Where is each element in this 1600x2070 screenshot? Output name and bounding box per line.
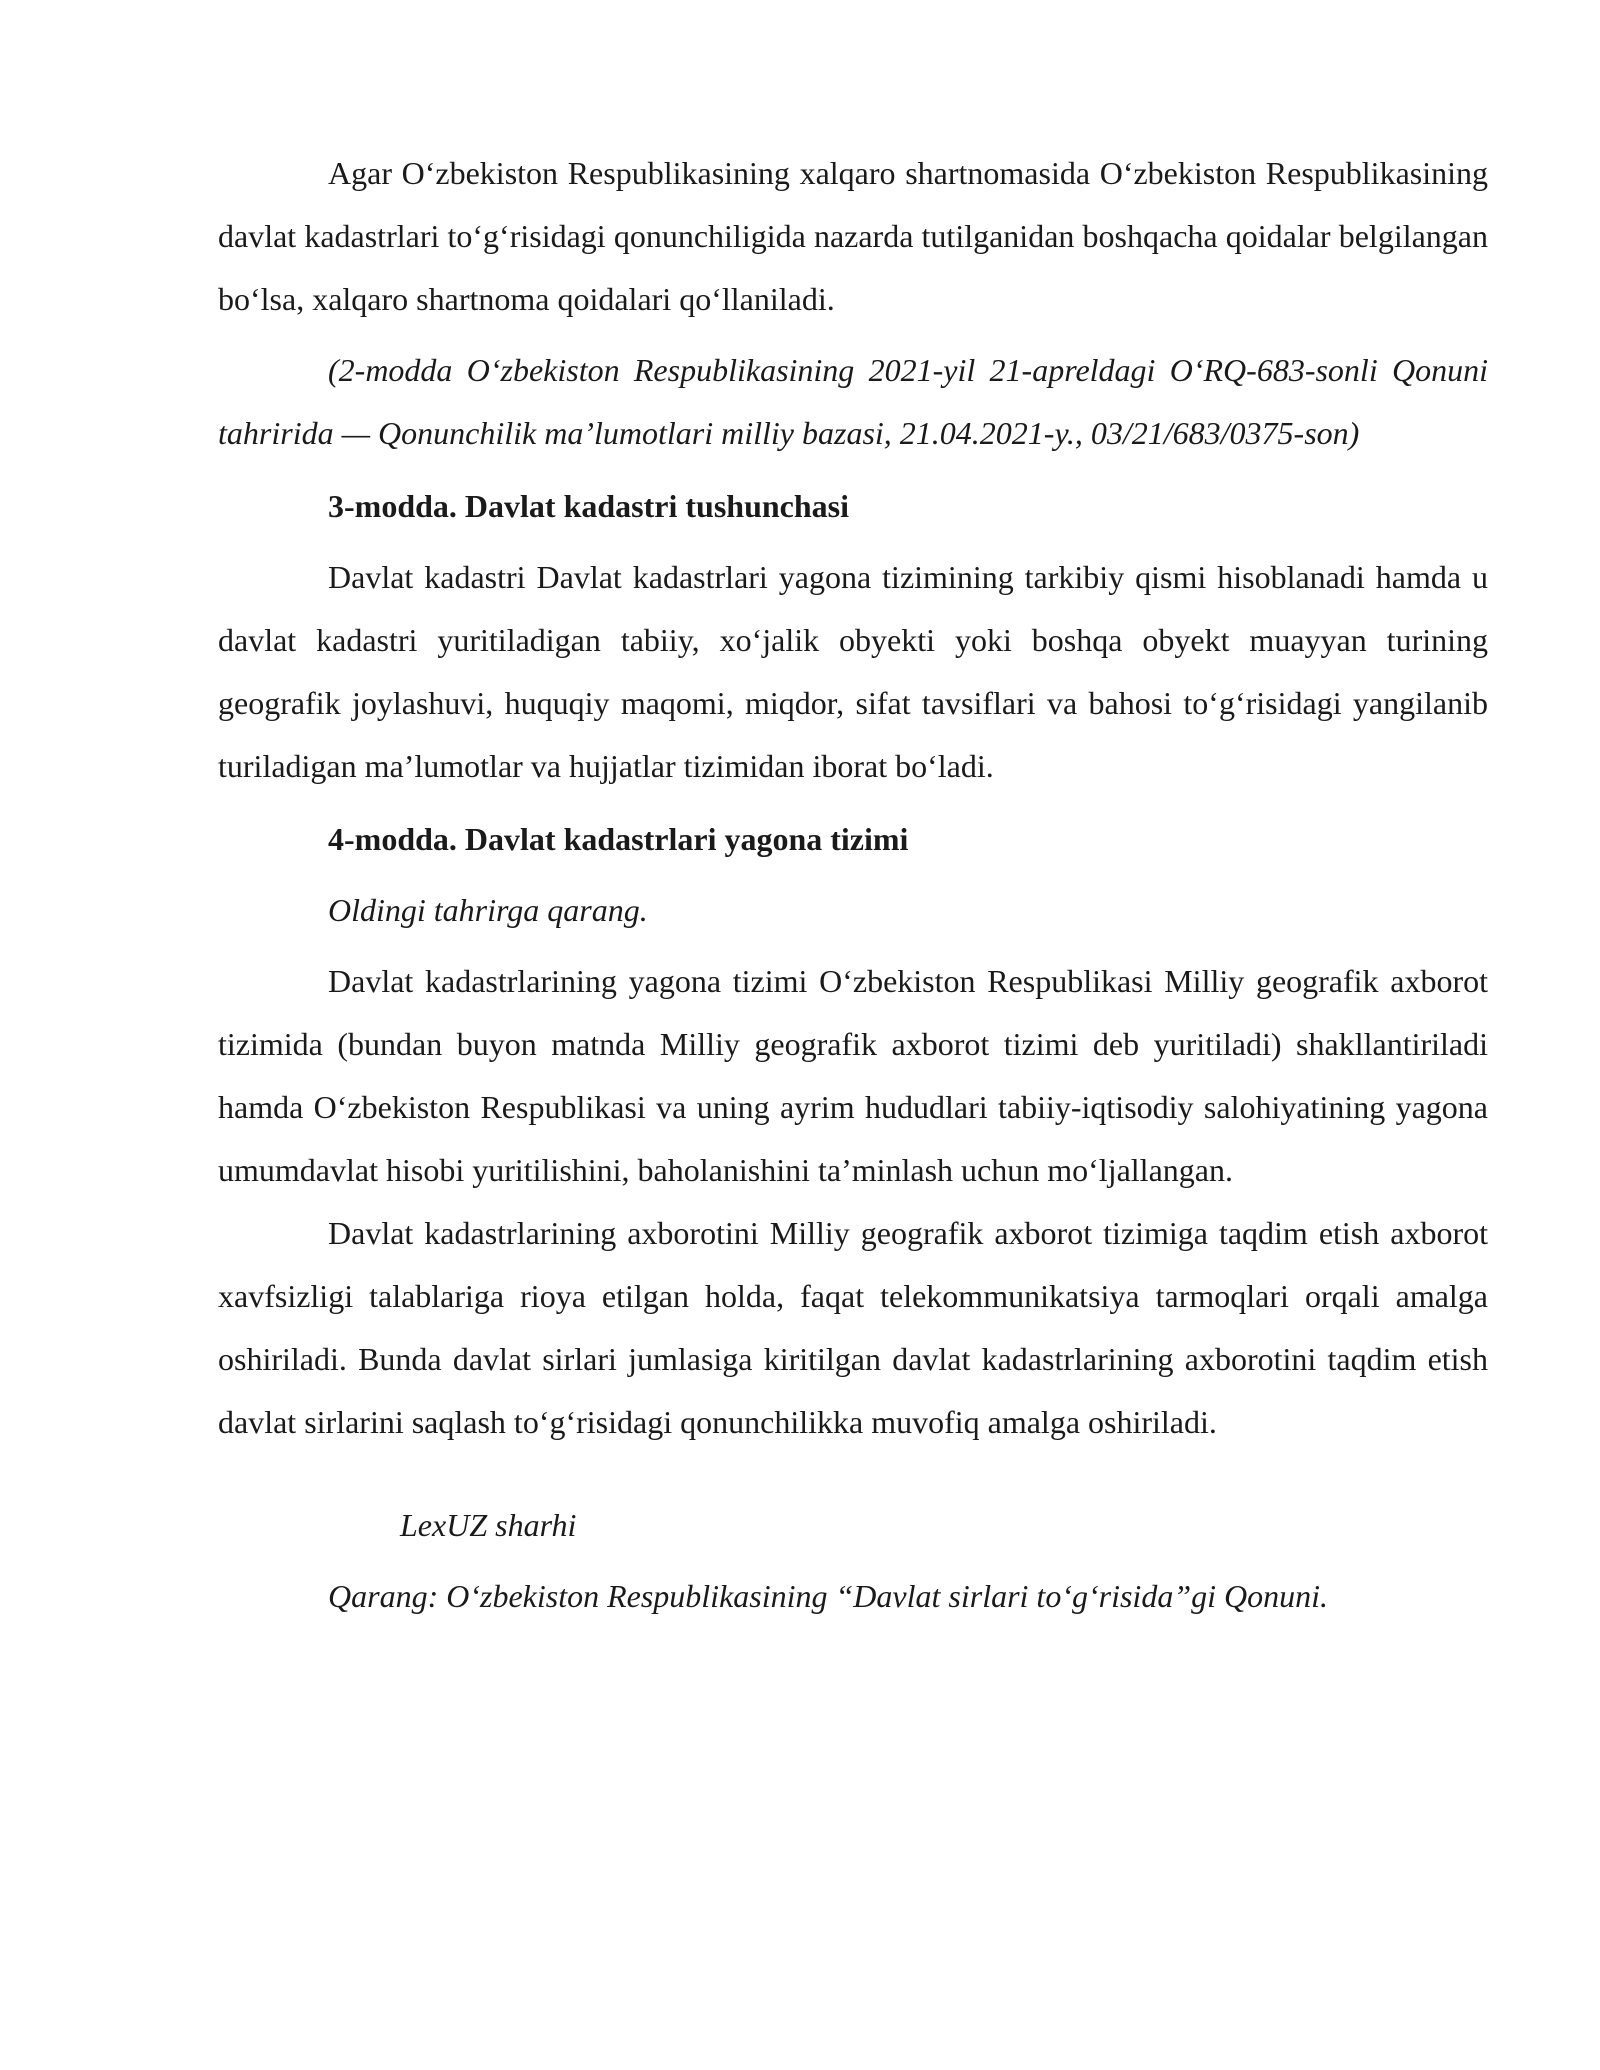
lexuz-comment-reference[interactable]: Qarang: O‘zbekiston Respublikasining “Davlat sirlari to‘g‘risida”gi Qonuni. xyxy=(328,1578,1328,1614)
lexuz-comment-title: LexUZ sharhi xyxy=(400,1507,577,1543)
article-4-paragraph-1: Davlat kadastrlarining yagona tizimi O‘zbekiston Respublikasi Milliy geografik axborot tizimida (bundan buyon matnda Milliy geografik axborot tizimi deb yuritiladi) shakllantiriladi hamda O‘zbekiston Respublikasi va uning ayrim hududlari tabiiy-iqtisodiy salohiyatining yagona umumdavlat hisobi yuritilishini, baholanishini ta’minlash uchun mo‘ljallangan. xyxy=(218,963,1488,1188)
article-3-heading: 3-modda. Davlat kadastri tushunchasi xyxy=(328,488,849,524)
paragraph-international-treaty: Agar O‘zbekiston Respublikasining xalqaro shartnomasida O‘zbekiston Respublikasining davlat kadastrlari to‘g‘risidagi qonunchiligida nazarda tutilganidan boshqacha qoidalar belgilangan bo‘lsa, xalqaro shartnoma qoidalari qo‘llaniladi. xyxy=(218,155,1488,317)
amendment-note: (2-modda O‘zbekiston Respublikasining 2021-yil 21-apreldagi O‘RQ-683-sonli Qonuni tahririda — Qonunchilik ma’lumotlari milliy bazasi, 21.04.2021-y., 03/21/683/0375-son) xyxy=(218,352,1488,451)
article-4-paragraph-2: Davlat kadastrlarining axborotini Milliy geografik axborot tizimiga taqdim etish axborot xavfsizligi talablariga rioya etilgan holda, faqat telekommunikatsiya tarmoqlari orqali amalga oshiriladi. Bunda davlat sirlari jumlasiga kiritilgan davlat kadastrlarining axborotini taqdim etish davlat sirlarini saqlash to‘g‘risidagi qonunchilikka muvofiq amalga oshiriladi. xyxy=(218,1215,1488,1440)
article-4-heading: 4-modda. Davlat kadastrlari yagona tizimi xyxy=(328,821,909,857)
previous-edition-link[interactable]: Oldingi tahrirga qarang. xyxy=(328,892,648,928)
document-page xyxy=(218,142,1488,1628)
article-3-text: Davlat kadastri Davlat kadastrlari yagona tizimining tarkibiy qismi hisoblanadi hamda u davlat kadastri yuritiladigan tabiiy, xo‘jalik obyekti yoki boshqa obyekt muayyan turining geografik joylashuvi, huquqiy maqomi, miqdor, sifat tavsiflari va bahosi to‘g‘risidagi yangilanib turiladigan ma’lumotlar va hujjatlar tizimidan iborat bo‘ladi. xyxy=(218,559,1488,784)
